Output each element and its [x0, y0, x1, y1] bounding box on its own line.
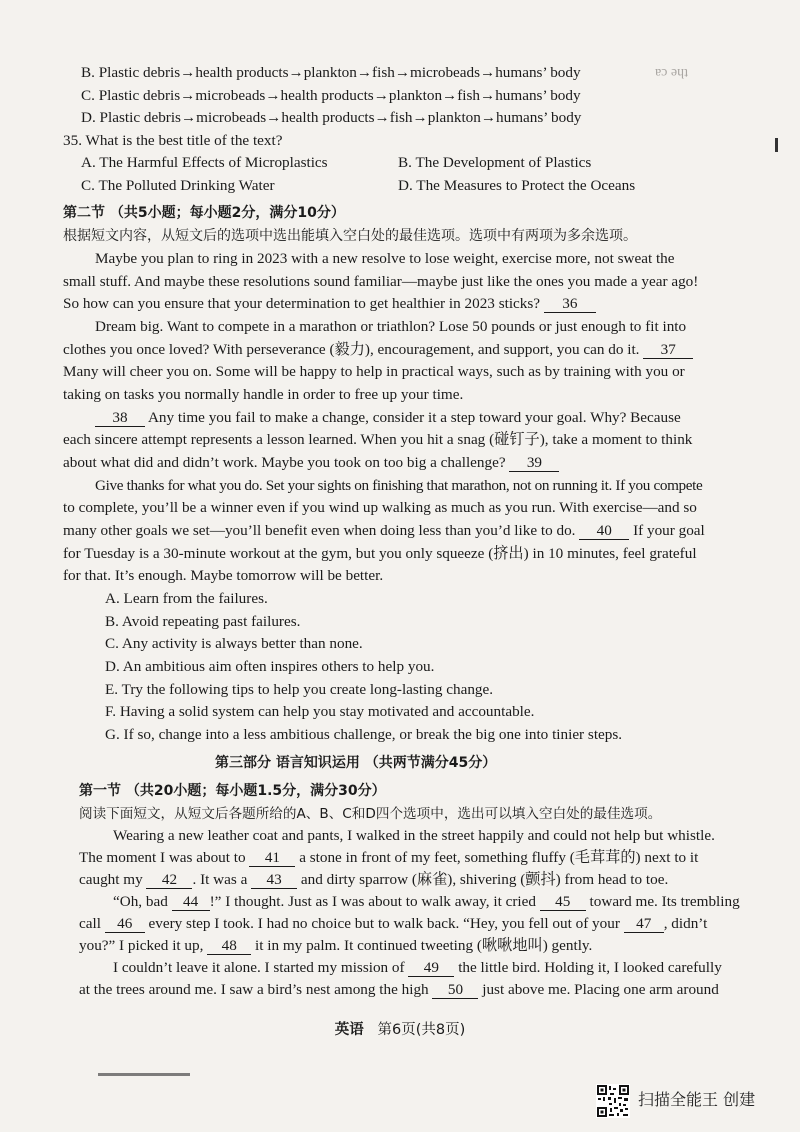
- passage-text: clothes you once loved? With perseverance (毅力), encouragement, and support, you can do it.: [63, 341, 640, 358]
- passage-line: [79, 848, 698, 868]
- section2-instruction: 根据短文内容，从短文后的选项中选出能填入空白处的最佳选项。选项中有两项为多余选项。: [63, 228, 637, 244]
- answer-blank-50[interactable]: 50: [432, 981, 478, 999]
- answer-blank-45[interactable]: 45: [540, 893, 586, 911]
- passage-text: you?” I picked it up,: [79, 937, 204, 954]
- passage-line: Give thanks for what you do. Set your sights on finishing that marathon, not on running it. If you compete: [95, 477, 703, 494]
- footer-subject: 英语: [334, 1022, 364, 1038]
- q34-option-c: C. Plastic debris→microbeads→health products→plankton→fish→humans’ body: [81, 87, 581, 104]
- answer-blank-41[interactable]: 41: [249, 849, 295, 867]
- passage-line: Wearing a new leather coat and pants, I walked in the street happily and could not help but whistle.: [113, 827, 715, 844]
- page-footer: [0, 1020, 800, 1040]
- passage-line: [79, 936, 592, 956]
- passage-line: Dream big. Want to compete in a marathon or triathlon? Lose 50 pounds or just enough to fit into: [95, 318, 687, 335]
- passage-line: for Tuesday is a 30-minute workout at the gym, but you only squeeze (挤出) in 10 minutes, feel grateful: [63, 545, 697, 562]
- q35-option-a: A. The Harmful Effects of Microplastics: [81, 154, 328, 171]
- q35-question: 35. What is the best title of the text?: [63, 132, 283, 149]
- passage-text: I couldn’t leave it alone. I started my mission of: [113, 959, 405, 976]
- passage-text: many other goals we set—you’ll benefit even when doing less than you’d like to do.: [63, 522, 576, 539]
- passage-text: Any time you fail to make a change, consider it a step toward your goal. Why? Because: [147, 409, 681, 426]
- passage-line: each sincere attempt represents a lesson learned. When you hit a snag (碰钉子), take a moment to think: [63, 431, 693, 448]
- passage-line: [63, 521, 705, 541]
- passage-text: just above me. Placing one arm around: [482, 981, 719, 998]
- answer-blank-39[interactable]: 39: [509, 454, 559, 472]
- passage-line: for that. It’s enough. Maybe tomorrow will be better.: [63, 567, 384, 584]
- passage-text: about what did and didn’t work. Maybe you took on too big a challenge?: [63, 454, 506, 471]
- answer-blank-49[interactable]: 49: [408, 959, 454, 977]
- passage-line: [113, 958, 722, 978]
- q35-option-d: D. The Measures to Protect the Oceans: [398, 177, 636, 194]
- q35-option-b: B. The Development of Plastics: [398, 154, 592, 171]
- passage-text: “Oh, bad: [113, 893, 168, 910]
- answer-blank-46[interactable]: 46: [105, 915, 145, 933]
- passage-text: at the trees around me. I saw a bird’s nest among the high: [79, 981, 429, 998]
- qr-code-icon: [596, 1084, 630, 1118]
- choice-option-e: E. Try the following tips to help you create long-lasting change.: [105, 681, 494, 698]
- passage-line: [63, 453, 559, 473]
- q35-option-c: C. The Polluted Drinking Water: [81, 177, 275, 194]
- passage-text: !” I thought. Just as I was about to walk away, it cried: [209, 893, 536, 910]
- passage-text: every step I took. I had no choice but to walk back. “Hey, you fell out of your: [148, 915, 620, 932]
- passage-line: Maybe you plan to ring in 2023 with a new resolve to lose weight, exercise more, not sweat the: [95, 250, 675, 267]
- answer-blank-36[interactable]: 36: [544, 295, 596, 313]
- part3-section1-heading: 第一节 （共20小题；每小题1.5分，满分30分）: [79, 783, 386, 799]
- scan-artifact-line: [98, 1073, 190, 1076]
- answer-blank-42[interactable]: 42: [146, 871, 192, 889]
- passage-line: taking on tasks you normally handle in order to free up your time.: [63, 386, 464, 403]
- bleed-through-text: the ca: [655, 65, 689, 80]
- answer-blank-44[interactable]: 44: [172, 893, 210, 911]
- answer-blank-38[interactable]: 38: [95, 409, 145, 427]
- passage-line: [79, 914, 707, 934]
- passage-text: So how can you ensure that your determination to get healthier in 2023 sticks?: [63, 295, 541, 312]
- answer-blank-47[interactable]: 47: [624, 915, 664, 933]
- passage-text: The moment I was about to: [79, 849, 246, 866]
- passage-text: and dirty sparrow (麻雀), shivering (颤抖) from head to toe.: [300, 871, 669, 888]
- passage-text: call: [79, 915, 101, 932]
- passage-text: caught my: [79, 871, 143, 888]
- passage-line: [63, 294, 596, 314]
- passage-text: the little bird. Holding it, I looked carefully: [458, 959, 722, 976]
- q34-option-d: D. Plastic debris→microbeads→health products→fish→plankton→humans’ body: [81, 109, 582, 126]
- choice-option-c: C. Any activity is always better than none.: [105, 635, 363, 652]
- passage-text: . It was a: [192, 871, 248, 888]
- choice-option-a: A. Learn from the failures.: [105, 590, 268, 607]
- passage-line: [113, 892, 740, 912]
- q34-option-b: B. Plastic debris→health products→plankton→fish→microbeads→humans’ body: [81, 64, 581, 81]
- passage-text: toward me. Its trembling: [589, 893, 740, 910]
- passage-line: small stuff. And maybe these resolutions sound familiar—maybe just like the ones you made a year ago!: [63, 273, 699, 290]
- passage-text: If your goal: [633, 522, 705, 539]
- passage-line: [95, 408, 681, 428]
- choice-option-g: G. If so, change into a less ambitious challenge, or break the big one into tinier steps.: [105, 726, 623, 743]
- part3-heading: 第三部分 语言知识运用 （共两节满分45分）: [215, 755, 497, 771]
- part3-instruction: 阅读下面短文，从短文后各题所给的A、B、C和D四个选项中，选出可以填入空白处的最佳选项。: [79, 806, 662, 822]
- scanner-watermark-label: 扫描全能王 创建: [638, 1090, 756, 1109]
- section2-heading: 第二节 （共5小题；每小题2分，满分10分）: [63, 205, 345, 221]
- answer-blank-40[interactable]: 40: [579, 522, 629, 540]
- passage-line: [79, 870, 668, 890]
- footer-page-number: 第6页(共8页): [377, 1022, 466, 1038]
- passage-text: a stone in front of my feet, something fluffy (毛茸茸的) next to it: [299, 849, 699, 866]
- choice-option-d: D. An ambitious aim often inspires others to help you.: [105, 658, 435, 675]
- passage-line: Many will cheer you on. Some will be happy to help in practical ways, such as by training with you or: [63, 363, 685, 380]
- choice-option-f: F. Having a solid system can help you stay motivated and accountable.: [105, 703, 535, 720]
- edge-mark: [775, 138, 778, 152]
- passage-text: it in my palm. It continued tweeting (啾啾地叫) gently.: [255, 937, 593, 954]
- passage-line: to complete, you’ll be a winner even if you wind up walking as much as you run. With exercise—and so: [63, 499, 697, 516]
- answer-blank-48[interactable]: 48: [207, 937, 251, 955]
- choice-option-b: B. Avoid repeating past failures.: [105, 613, 301, 630]
- answer-blank-43[interactable]: 43: [251, 871, 297, 889]
- passage-line: [79, 980, 719, 1000]
- passage-line: [63, 340, 693, 360]
- passage-text: , didn’t: [663, 915, 708, 932]
- answer-blank-37[interactable]: 37: [643, 341, 693, 359]
